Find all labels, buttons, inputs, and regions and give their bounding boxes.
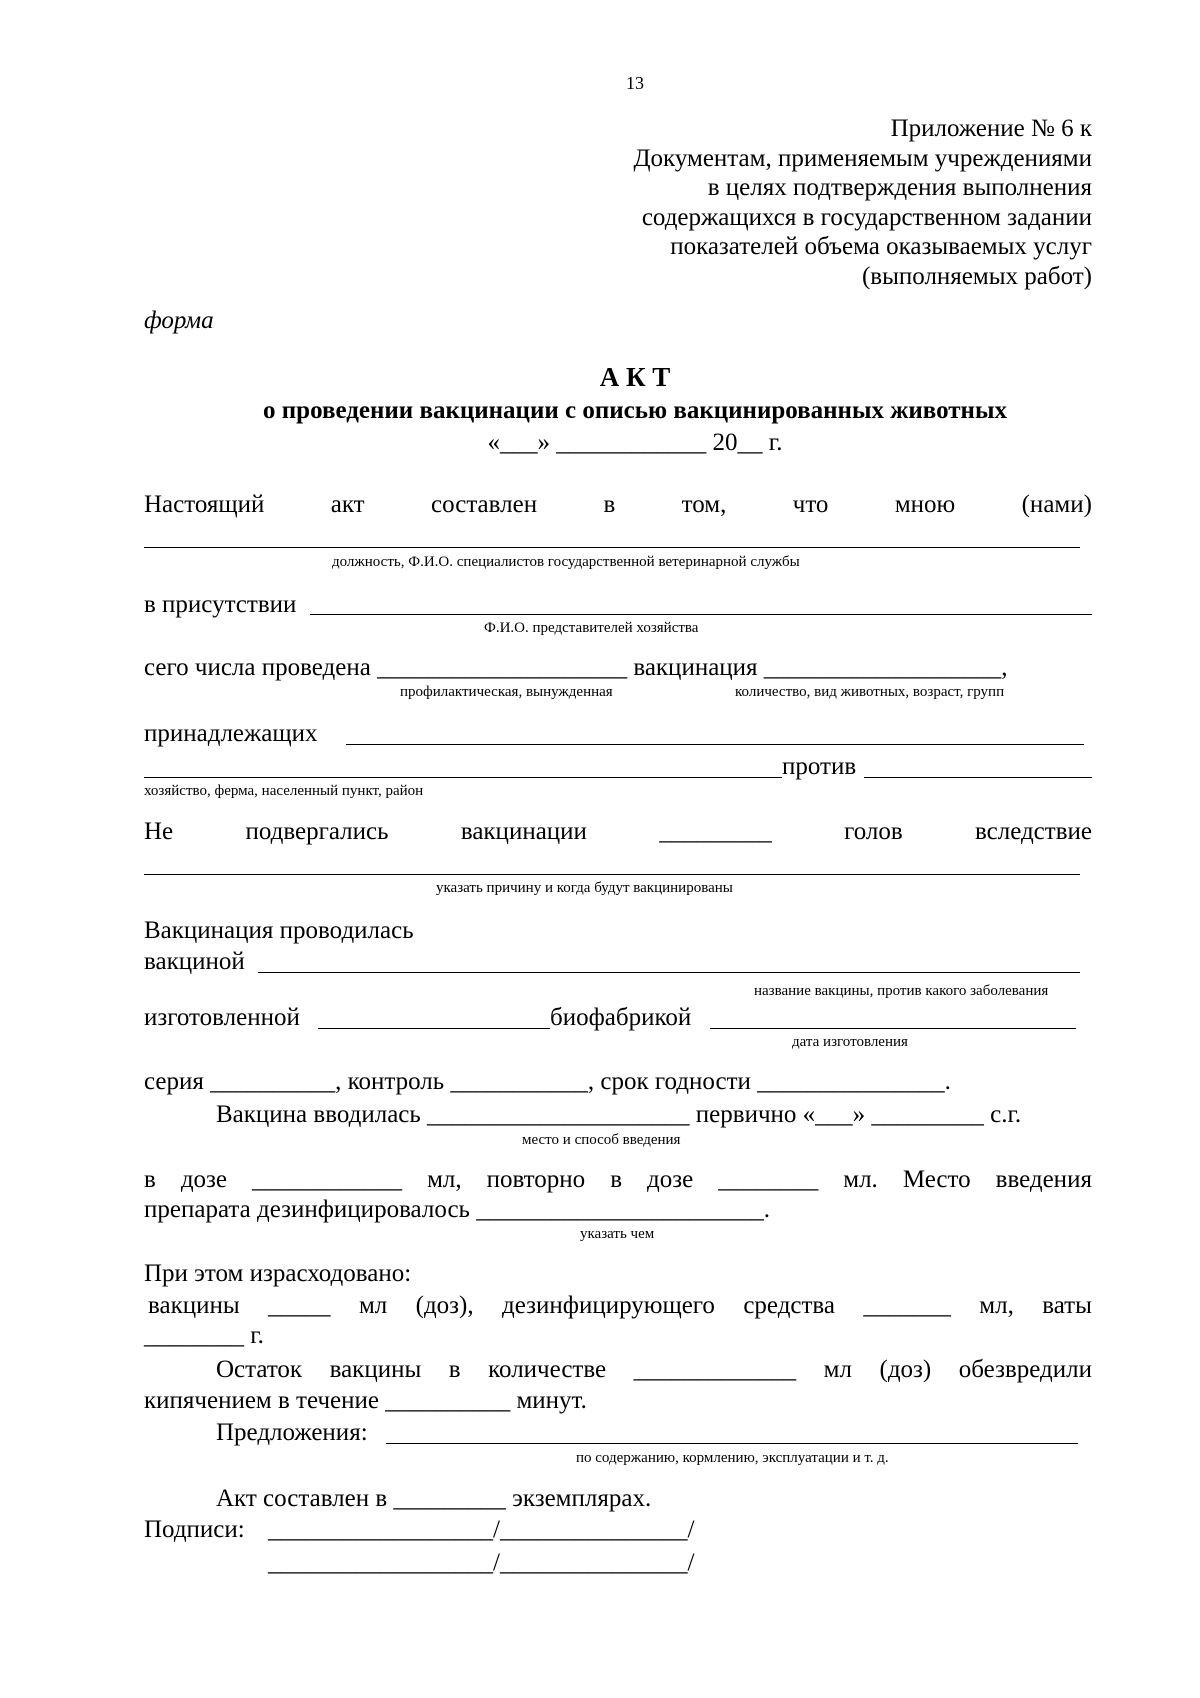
farm-fill-line[interactable] [144, 777, 782, 778]
hint-with-what: указать чем [580, 1226, 655, 1242]
hint-vacc-type: профилактическая, вынужденная [400, 684, 613, 700]
vaccine-label: вакциной [144, 948, 245, 975]
signature-line-1[interactable]: __________________/_______________/ [268, 1516, 695, 1543]
spent-label: При этом израсходовано: [144, 1260, 412, 1287]
hint-position: должность, Ф.И.О. специалистов государственной ветеринарной службы [332, 554, 800, 570]
proposals-fill-line[interactable] [386, 1443, 1078, 1444]
not-vaccinated-line: Не подвергались вакцинации _________ голов вследствие [144, 818, 1092, 845]
copies-line: Акт составлен в _________ экземплярах. [216, 1485, 652, 1512]
signatures-label: Подписи: [144, 1516, 245, 1543]
manufacturer-fill-line[interactable] [318, 1028, 550, 1029]
against-fill-line[interactable] [864, 777, 1092, 778]
belonging-fill-line[interactable] [346, 744, 1084, 745]
presence-fill-line[interactable] [310, 614, 1092, 615]
document-date: «___» ____________ 20__ г. [487, 429, 783, 456]
administered-line: Вакцина вводилась _____________________ первично «___» _________ с.г. [216, 1101, 1022, 1128]
biofactory-label: биофабрикой [550, 1004, 692, 1031]
form-label: форма [144, 307, 214, 334]
spent-tail: ________ г. [144, 1322, 264, 1349]
conducted-line: сего числа проведена ____________________ вакцинация ___________________, [144, 654, 1008, 681]
intro-line: Настоящий акт составлен в том, что мною (нами) [144, 491, 1092, 518]
manufacture-date-fill-line[interactable] [710, 1028, 1076, 1029]
hint-animals: количество, вид животных, возраст, групп [735, 684, 1005, 700]
appendix-line: содержащихся в государственном задании [641, 203, 1092, 231]
vaccine-fill-line[interactable] [258, 972, 1080, 973]
appendix-header [633, 114, 1092, 291]
hint-manufacture-date: дата изготовления [792, 1034, 908, 1050]
appendix-line: Приложение № 6 к [890, 115, 1092, 142]
dose-line: в дозе ____________ мл, повторно в дозе ________ мл. Место введения [144, 1166, 1092, 1193]
reason-fill-line[interactable] [144, 874, 1080, 875]
hint-reason: указать причину и когда будут вакцинированы [436, 880, 733, 896]
proposals-label: Предложения: [216, 1419, 368, 1446]
appendix-line: Документам, применяемым учреждениями [633, 144, 1092, 172]
hint-proposals: по содержанию, кормлению, эксплуатации и т. д. [576, 1450, 889, 1466]
presence-label: в присутствии [144, 591, 297, 618]
position-fill-line[interactable] [144, 547, 1080, 548]
hint-vaccine-name: название вакцины, против какого заболевания [754, 983, 1049, 999]
appendix-line: показателей объема оказываемых услуг [670, 233, 1092, 260]
boiling-line: кипячением в течение __________ минут. [144, 1387, 587, 1414]
document-title: А К Т [599, 362, 671, 392]
hint-method: место и способ введения [522, 1132, 681, 1148]
hint-farm: хозяйство, ферма, населенный пункт, район [144, 783, 424, 799]
vacc-conducted-label: Вакцинация проводилась [144, 917, 414, 944]
signature-line-2[interactable]: __________________/_______________/ [268, 1549, 695, 1576]
against-label: против [782, 753, 857, 780]
hint-owner-reps: Ф.И.О. представителей хозяйства [484, 620, 699, 636]
remainder-line: Остаток вакцины в количестве _____________ мл (доз) обезвредили [216, 1356, 1092, 1383]
series-line: серия __________, контроль ___________, срок годности _______________. [144, 1068, 951, 1095]
appendix-line: в целях подтверждения выполнения [707, 174, 1092, 201]
document-subtitle: о проведении вакцинации с описью вакцинированных животных [263, 397, 1007, 424]
disinfected-line: препарата дезинфицировалось _______________________. [144, 1196, 770, 1223]
appendix-line: (выполняемых работ) [861, 262, 1092, 290]
belonging-label: принадлежащих [144, 720, 318, 747]
page-number: 13 [626, 73, 644, 93]
spent-line: вакцины _____ мл (доз), дезинфицирующего средства _______ мл, ваты [148, 1292, 1092, 1319]
manufactured-label: изготовленной [144, 1004, 300, 1031]
